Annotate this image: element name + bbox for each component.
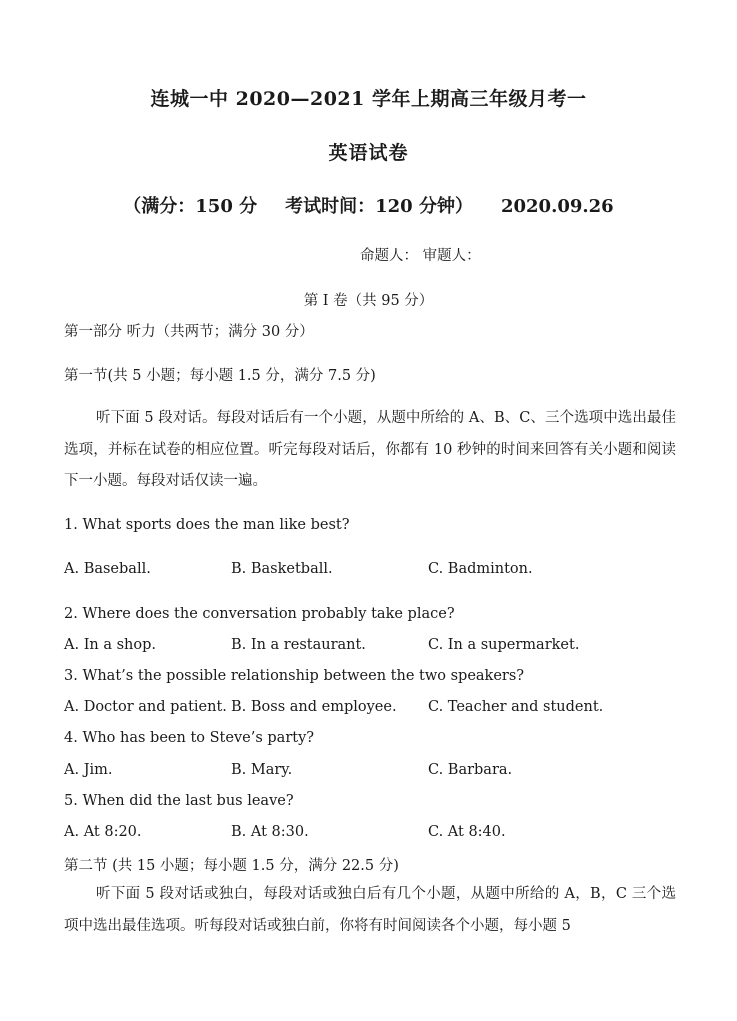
section1-instructions: 听下面 5 段对话。每段对话后有一个小题，从题中所给的 A、B、C、三个选项中选出最佳选项，并标在试卷的相应位置。听完每段对话后，你都有 10 秒钟的时间来回答有关小题和阅读下一小题。每段对话仅读一遍。	[64, 410, 676, 489]
q3-option-a: A. Doctor and patient.	[64, 699, 227, 715]
q5-option-a: A. At 8:20.	[64, 824, 142, 840]
score-info: （满分：150 分	[123, 196, 258, 217]
exam-info	[0, 192, 737, 218]
q5-option-c: C. At 8:40.	[428, 824, 506, 840]
exam-title: 连城一中 2020—2021 学年上期高三年级月考一	[150, 88, 587, 110]
q4-option-a: A. Jim.	[64, 762, 113, 778]
volume-title: 第 I 卷（共 95 分）	[303, 293, 434, 309]
exam-subject: 英语试卷	[328, 142, 409, 164]
q3-option-c: C. Teacher and student.	[428, 699, 604, 715]
q4-option-c: C. Barbara.	[428, 762, 513, 778]
exam-date: 2020.09.26	[500, 196, 614, 217]
q1-option-b: B. Basketball.	[231, 561, 333, 577]
authors-line: 命题人： 审题人：	[360, 248, 481, 264]
question-5: 5. When did the last bus leave?	[64, 793, 294, 809]
section2-title: 第二节 (共 15 小题；每小题 1.5 分，满分 22.5 分)	[64, 858, 399, 874]
q2-option-b: B. In a restaurant.	[231, 637, 366, 653]
part1-title: 第一部分 听力（共两节；满分 30 分）	[64, 324, 314, 340]
question-4: 4. Who has been to Steve’s party?	[64, 730, 315, 746]
q3-option-b: B. Boss and employee.	[231, 699, 397, 715]
time-info: 考试时间：120 分钟）	[285, 196, 473, 217]
q2-option-c: C. In a supermarket.	[428, 637, 580, 653]
q5-option-b: B. At 8:30.	[231, 824, 309, 840]
section2-instructions: 听下面 5 段对话或独白，每段对话或独白后有几个小题，从题中所给的 A，B，C 三个选项中选出最佳选项。听每段对话或独白前，你将有时间阅读各个小题，每小题 5	[64, 886, 676, 934]
section1-title: 第一节(共 5 小题；每小题 1.5 分，满分 7.5 分)	[64, 368, 376, 384]
question-1: 1. What sports does the man like best?	[64, 517, 350, 533]
q2-option-a: A. In a shop.	[64, 637, 157, 653]
q4-option-b: B. Mary.	[231, 762, 293, 778]
question-3: 3. What’s the possible relationship between the two speakers?	[64, 668, 525, 684]
q1-option-c: C. Badminton.	[428, 561, 533, 577]
q1-option-a: A. Baseball.	[64, 561, 151, 577]
question-2: 2. Where does the conversation probably take place?	[64, 606, 455, 622]
